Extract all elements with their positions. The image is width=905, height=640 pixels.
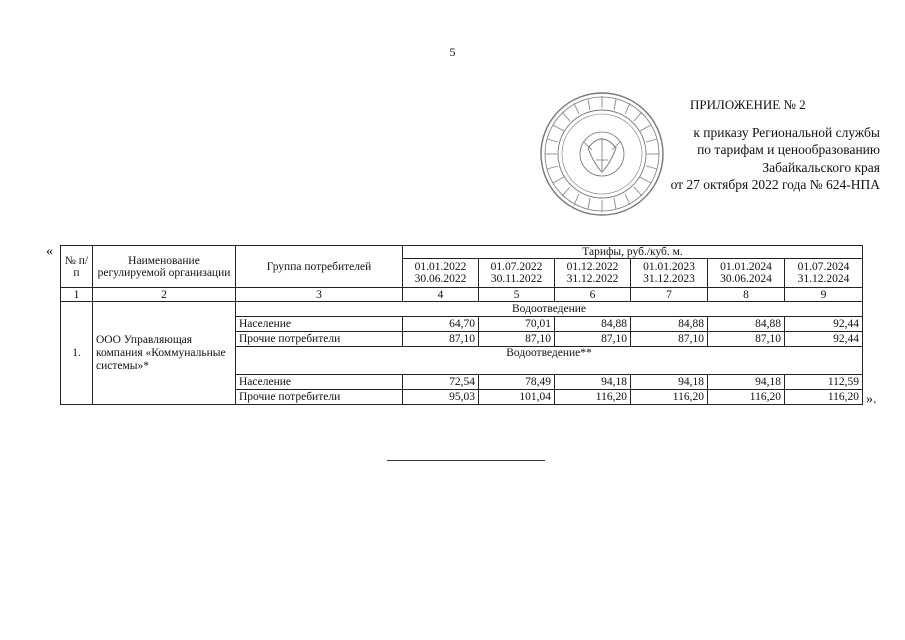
tariff-value: 116,20 [708, 390, 785, 405]
consumer-group: Население [236, 317, 403, 332]
header-num: № п/п [61, 246, 93, 288]
period-to: 30.06.2024 [720, 273, 772, 285]
column-number: 6 [555, 288, 631, 302]
period-from: 01.12.2022 [566, 261, 619, 273]
tariff-value: 112,59 [785, 375, 863, 390]
column-number: 8 [708, 288, 785, 302]
tariff-value: 70,01 [479, 317, 555, 332]
period-header [785, 259, 863, 288]
header-tariffs: Тарифы, руб./куб. м. [403, 246, 863, 259]
appendix-block [600, 96, 880, 194]
consumer-group: Прочие потребители [236, 332, 403, 347]
tariff-value: 95,03 [403, 390, 479, 405]
period-header [555, 259, 631, 288]
consumer-group: Население [236, 375, 403, 390]
period-to: 31.12.2022 [566, 273, 619, 285]
tariff-value: 84,88 [631, 317, 708, 332]
tariff-value: 87,10 [403, 332, 479, 347]
tariff-value: 101,04 [479, 390, 555, 405]
tariff-value: 116,20 [631, 390, 708, 405]
period-from: 01.01.2022 [414, 261, 467, 273]
column-number: 9 [785, 288, 863, 302]
period-header [631, 259, 708, 288]
tariff-value: 64,70 [403, 317, 479, 332]
row-number: 1. [61, 302, 93, 405]
section-title: Водоотведение** [236, 347, 863, 375]
period-header [708, 259, 785, 288]
section-title: Водоотведение [236, 302, 863, 317]
page-number: 5 [449, 45, 456, 59]
column-number: 3 [236, 288, 403, 302]
period-header [479, 259, 555, 288]
tariff-value: 116,20 [785, 390, 863, 405]
header-organization: Наименование регулируемой организации [93, 246, 236, 288]
appendix-line-4: от 27 октября 2022 года № 624-НПА [670, 177, 880, 192]
header-consumer-group: Группа потребителей [236, 246, 403, 288]
tariff-value: 116,20 [555, 390, 631, 405]
separator-line [387, 460, 545, 461]
organization-name: ООО Управляющая компания «Коммунальные системы»* [93, 302, 236, 405]
tariff-value: 87,10 [708, 332, 785, 347]
tariff-value: 94,18 [708, 375, 785, 390]
appendix-line-3: Забайкальского края [762, 159, 880, 175]
period-to: 30.11.2022 [490, 273, 543, 285]
tariff-value: 78,49 [479, 375, 555, 390]
column-number: 4 [403, 288, 479, 302]
tariff-value: 84,88 [708, 317, 785, 332]
period-to: 30.06.2022 [414, 273, 467, 285]
tariffs-table [60, 245, 863, 405]
column-number: 5 [479, 288, 555, 302]
tariff-value: 92,44 [785, 317, 863, 332]
period-from: 01.01.2024 [720, 261, 772, 273]
period-header [403, 259, 479, 288]
closing-quote: ». [866, 392, 877, 407]
period-from: 01.07.2022 [490, 261, 543, 273]
consumer-group: Прочие потребители [236, 390, 403, 405]
appendix-line-2: по тарифам и ценообразованию [697, 142, 880, 157]
period-from: 01.07.2024 [797, 261, 850, 273]
column-number: 1 [61, 288, 93, 302]
tariff-value: 94,18 [555, 375, 631, 390]
opening-quote: « [46, 244, 53, 259]
tariff-value: 72,54 [403, 375, 479, 390]
period-to: 31.12.2024 [797, 273, 850, 285]
tariff-value: 87,10 [631, 332, 708, 347]
tariff-value: 87,10 [555, 332, 631, 347]
column-number-row [61, 288, 863, 302]
appendix-line-1: к приказу Региональной службы [693, 124, 880, 140]
column-number: 2 [93, 288, 236, 302]
column-number: 7 [631, 288, 708, 302]
tariff-value: 84,88 [555, 317, 631, 332]
tariff-value: 92,44 [785, 332, 863, 347]
tariff-value: 94,18 [631, 375, 708, 390]
appendix-title: ПРИЛОЖЕНИЕ № 2 [690, 97, 806, 112]
tariff-value: 87,10 [479, 332, 555, 347]
period-to: 31.12.2023 [643, 273, 695, 285]
period-from: 01.01.2023 [643, 261, 695, 273]
